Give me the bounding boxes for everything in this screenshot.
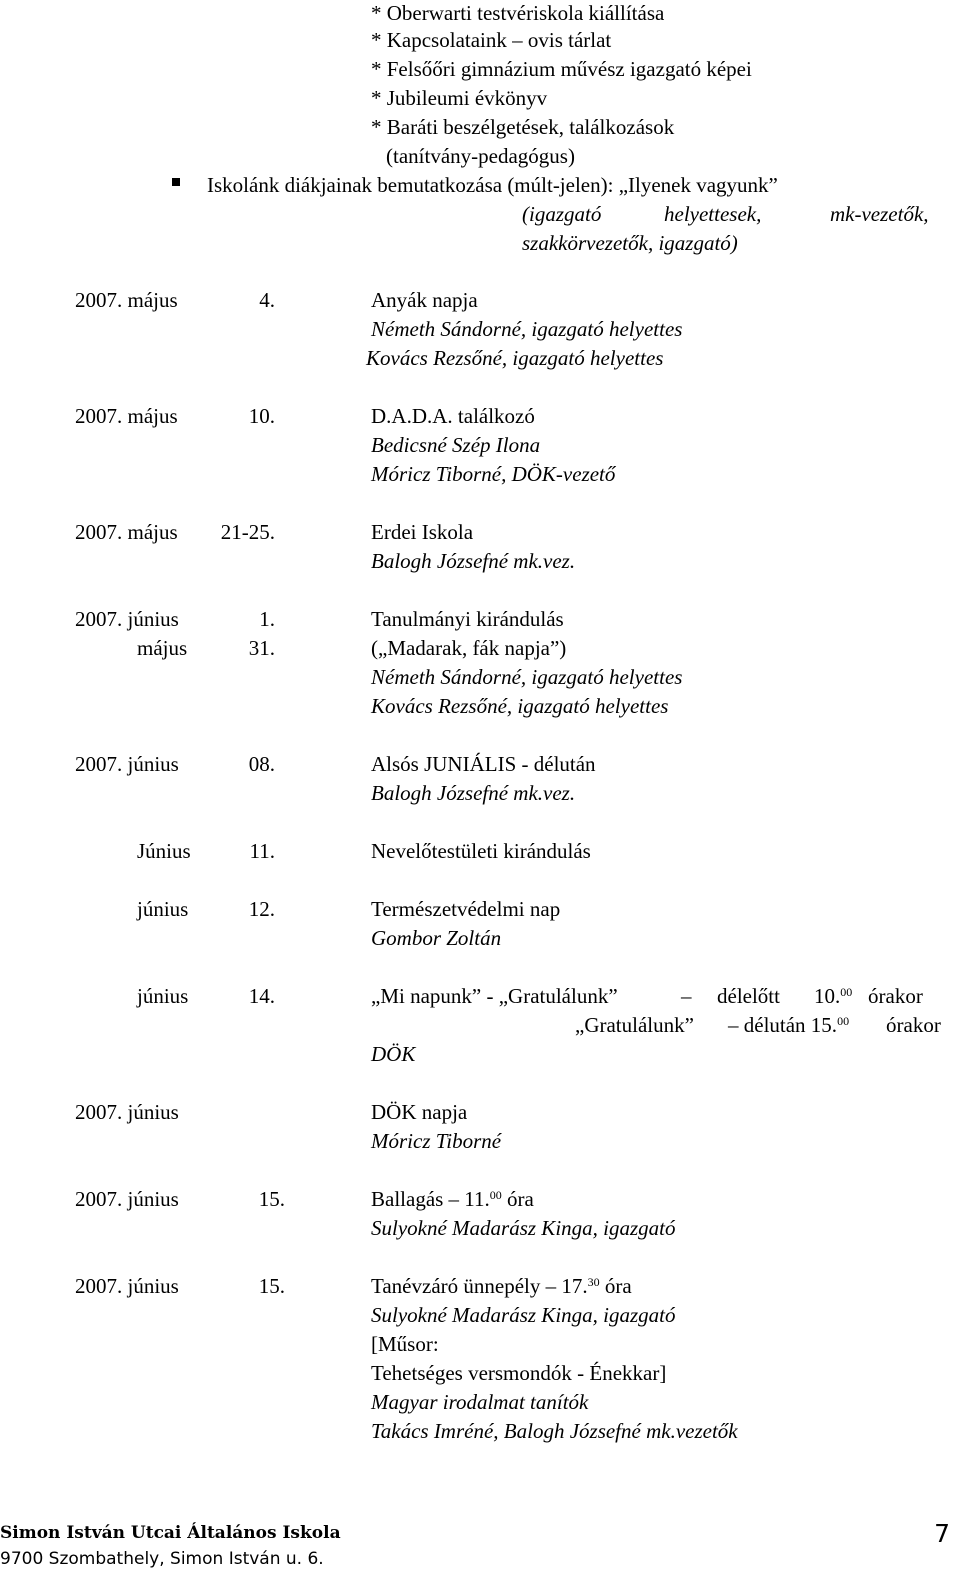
event-title-end: óra (604, 1274, 632, 1298)
event-person: Sulyokné Madarász Kinga, igazgató (371, 1303, 676, 1327)
event-date: 2007. június (75, 1187, 179, 1211)
event-title: Alsós JUNIÁLIS - délután (371, 752, 596, 776)
event-time (728, 1011, 849, 1040)
event-day: 4. (259, 288, 275, 312)
event-person: DÖK (371, 1042, 416, 1066)
event-person: Kovács Rezsőné, igazgató helyettes (366, 346, 664, 370)
bullet-sub: helyettesek, (664, 202, 762, 226)
event-title: DÖK napja (371, 1100, 468, 1124)
program-line: Tehetséges versmondók - Énekkar] (371, 1361, 667, 1385)
list-item: * Felsőőri gimnázium művész igazgató képei (371, 57, 752, 81)
event-person: Gombor Zoltán (371, 926, 502, 950)
event-day: 08. (248, 752, 275, 776)
event-day: 11. (249, 839, 275, 863)
bullet-sub: mk-vezetők, (830, 202, 929, 226)
event-day: 31. (248, 636, 275, 660)
event-date: Június (137, 839, 191, 863)
square-bullet-icon (172, 178, 180, 186)
event-dash: – (681, 984, 692, 1008)
event-title: Természetvédelmi nap (371, 897, 561, 921)
event-title-text: Tanévzáró ünnepély – 17. (371, 1274, 588, 1298)
list-item: * Kapcsolataink – ovis tárlat (371, 28, 612, 52)
event-title (371, 1185, 534, 1214)
event-person: Németh Sándorné, igazgató helyettes (371, 665, 683, 689)
event-date: június (137, 897, 189, 921)
event-person: Németh Sándorné, igazgató helyettes (371, 317, 683, 341)
event-person: Bedicsné Szép Ilona (371, 433, 541, 457)
bullet-sub: szakkörvezetők, igazgató) (522, 231, 738, 255)
event-day: 15. (258, 1274, 285, 1298)
event-time-suffix: órakor (868, 984, 923, 1008)
page-number: 7 (934, 1519, 950, 1548)
event-person: Móricz Tiborné, DÖK-vezető (371, 462, 616, 486)
event-date: 2007. június (75, 752, 179, 776)
event-day: 14. (248, 984, 275, 1008)
event-date: június (137, 984, 189, 1008)
event-title: („Madarak, fák napja”) (371, 636, 567, 660)
event-date: 2007. május (75, 404, 178, 428)
event-time-label: délelőtt (717, 984, 780, 1008)
event-title: „Mi napunk” - „Gratulálunk” (371, 984, 618, 1008)
event-person: Balogh Józsefné mk.vez. (371, 781, 576, 805)
event-person: Kovács Rezsőné, igazgató helyettes (371, 694, 669, 718)
program-heading: [Műsor: (371, 1332, 439, 1356)
event-title: „Gratulálunk” (575, 1013, 694, 1037)
event-date: május (137, 636, 188, 660)
event-day: 21-25. (220, 520, 275, 544)
event-person: Takács Imréné, Balogh Józsefné mk.vezetők (371, 1419, 738, 1443)
event-day: 10. (248, 404, 275, 428)
event-date: 2007. június (75, 1274, 179, 1298)
bullet-sub: (igazgató (522, 202, 602, 226)
list-item: * Baráti beszélgetések, találkozások (371, 115, 675, 139)
list-item: * Jubileumi évkönyv (371, 86, 548, 110)
event-time-value: 10. (814, 984, 841, 1008)
event-time-sup: 00 (837, 1014, 850, 1028)
event-person: Sulyokné Madarász Kinga, igazgató (371, 1216, 676, 1240)
event-time-suffix: órakor (886, 1013, 941, 1037)
event-title: Anyák napja (371, 288, 478, 312)
event-day: 15. (258, 1187, 285, 1211)
event-day: 12. (248, 897, 275, 921)
list-item: (tanítvány-pedagógus) (386, 144, 575, 168)
list-item: * Oberwarti testvériskola kiállítása (371, 1, 665, 25)
event-title: Tanulmányi kirándulás (371, 607, 564, 631)
event-time-value: – délután 15. (728, 1013, 838, 1037)
event-title-text: Ballagás – 11. (371, 1187, 490, 1211)
footer-address: 9700 Szombathely, Simon István u. 6. (0, 1549, 324, 1569)
bullet-text: Iskolánk diákjainak bemutatkozása (múlt-jelen): „Ilyenek vagyunk” (207, 173, 778, 197)
event-day: 1. (259, 607, 275, 631)
event-date: 2007. május (75, 288, 178, 312)
event-title (371, 1272, 632, 1301)
event-title: Nevelőtestületi kirándulás (371, 839, 591, 863)
event-time-sup: 00 (489, 1188, 502, 1202)
footer-school-name: Simon István Utcai Általános Iskola (0, 1523, 341, 1543)
event-title: D.A.D.A. találkozó (371, 404, 535, 428)
event-date: 2007. június (75, 607, 179, 631)
event-date: 2007. május (75, 520, 178, 544)
event-date: 2007. június (75, 1100, 179, 1124)
event-time (814, 982, 852, 1011)
event-time-sup: 00 (840, 985, 853, 999)
event-title-end: óra (507, 1187, 534, 1211)
event-person: Móricz Tiborné (371, 1129, 502, 1153)
event-person: Magyar irodalmat tanítók (371, 1390, 589, 1414)
event-title: Erdei Iskola (371, 520, 474, 544)
event-person: Balogh Józsefné mk.vez. (371, 549, 576, 573)
event-time-sup: 30 (587, 1275, 600, 1289)
